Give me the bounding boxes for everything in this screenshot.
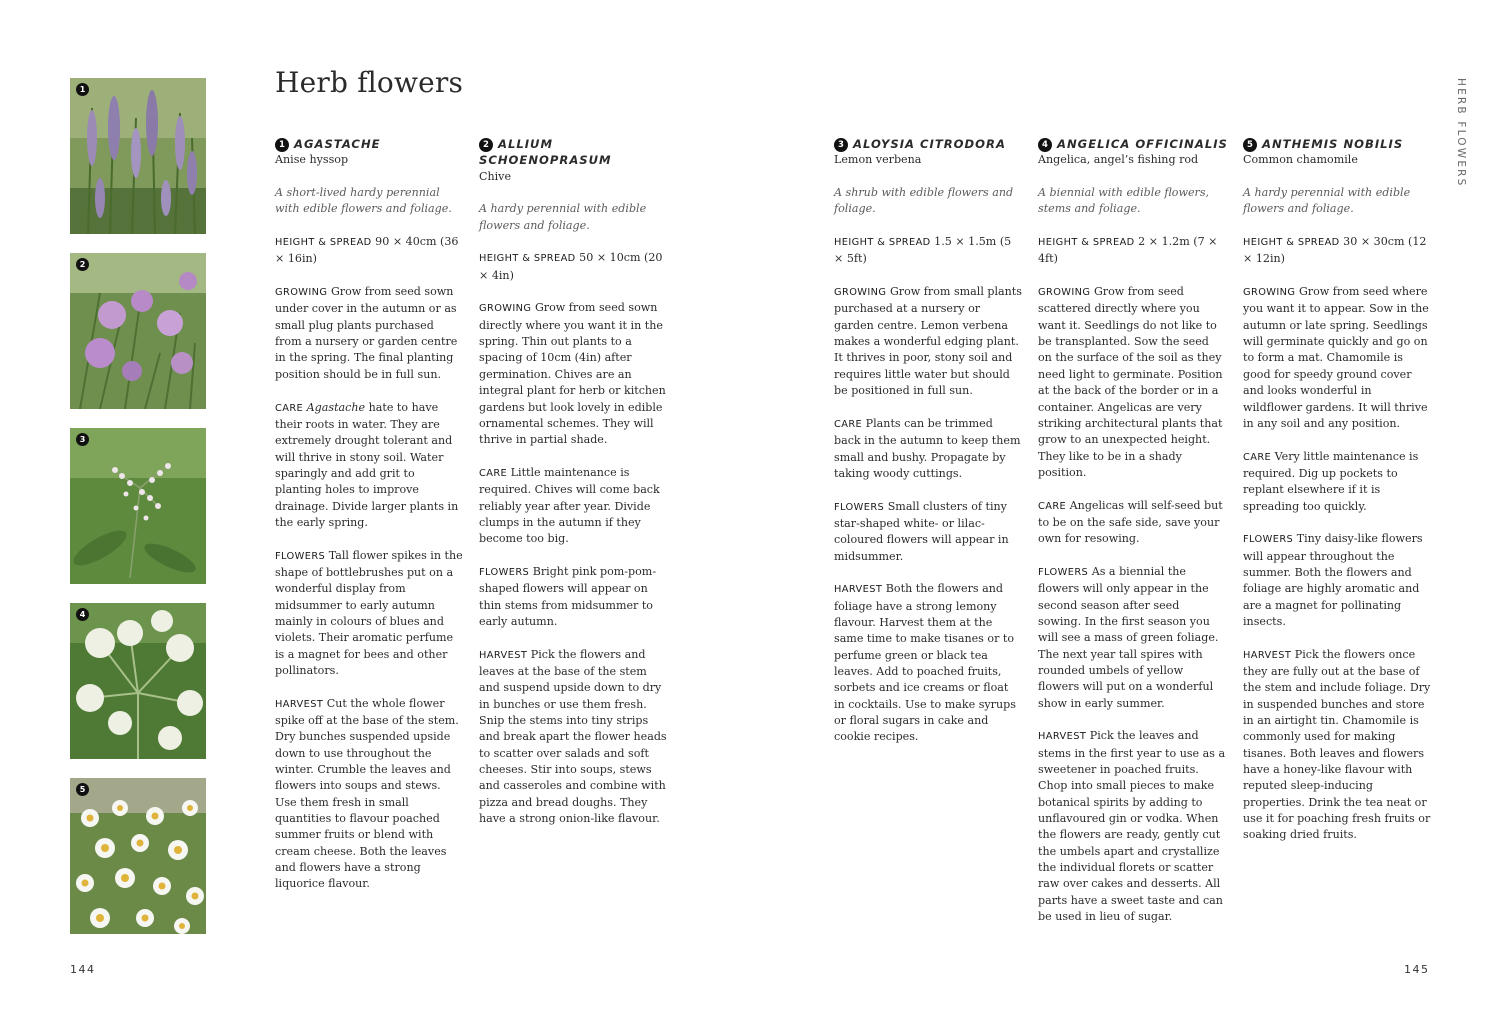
harvest-label: HARVEST	[1038, 731, 1087, 743]
plant-common-name: Anise hyssop	[275, 153, 349, 167]
care-label: CARE	[1038, 500, 1067, 512]
harvest-section	[834, 581, 1022, 745]
growing-text: Grow from small plants purchased at a nursery or garden centre. Lemon verbena makes a wonderful edging plant. It thrives in poor, stony soil and requires little water but should be positioned in full sun.	[834, 285, 1022, 398]
height-spread	[275, 234, 463, 268]
growing-text: Grow from seed sown under cover in the autumn or as small plug plants purchased from a nursery or garden centre in the spring. The final planting position should be in full sun.	[275, 285, 458, 381]
growing-label: GROWING	[1243, 287, 1296, 299]
height-value: 1.5 × 1.5m (5 × 5ft)	[834, 235, 1012, 266]
flowers-text: Tall flower spikes in the shape of bottlebrushes put on a wonderful display from midsummer to early autumn mainly in colours of blues and violets. Their aromatic perfume is a magnet for bees and other pollinators.	[275, 548, 463, 677]
plant-latin-name: AGASTACHE	[294, 137, 381, 151]
harvest-section	[1243, 647, 1431, 844]
harvest-label: HARVEST	[834, 584, 883, 596]
flowers-text: Bright pink pom-pom-shaped flowers will appear on thin stems from midsummer to early autumn.	[479, 564, 657, 628]
flowers-section	[1038, 564, 1226, 712]
growing-section	[834, 284, 1022, 399]
care-text: hate to have their roots in water. They are extremely drought tolerant and will thrive in stony soil. Water sparingly and add grit to planting holes to improve drainage. Divide larger plants in the early spring.	[275, 400, 459, 529]
plant-description: A hardy perennial with edible flowers and foliage.	[1243, 186, 1411, 216]
page-number-left: 144	[70, 963, 96, 976]
care-section	[275, 400, 463, 532]
height-label: HEIGHT & SPREAD	[834, 237, 931, 249]
growing-text: Grow from seed where you want it to appear. Sow in the autumn or late spring. Seedlings will germinate quickly and go on to form a mat. Chamomile is good for speedy ground cover and looks wonderful in wildflower gardens. It will thrive in any soil and any position.	[1243, 285, 1429, 430]
care-section	[479, 465, 671, 548]
care-text: Plants can be trimmed back in the autumn to keep them small and bushy. Propagate by taking woody cuttings.	[834, 416, 1021, 480]
growing-section	[275, 284, 463, 383]
height-value: 50 × 10cm (20 × 4in)	[479, 251, 663, 282]
height-value: 2 × 1.2m (7 × 4ft)	[1038, 235, 1218, 266]
plant-heading	[834, 136, 1022, 152]
harvest-label: HARVEST	[479, 649, 528, 661]
care-section	[1243, 449, 1431, 515]
care-label: CARE	[479, 467, 508, 479]
flowers-section	[479, 564, 671, 630]
harvest-text: Both the flowers and foliage have a strong lemony flavour. Harvest them at the same time to make tisanes or to perfume green or black tea leaves. Add to poached fruits, sorbets and ice creams or float in cocktails. Use to make syrups or floral sugars in cake and cookie recipes.	[834, 582, 1016, 744]
photo-number-badge: 5	[76, 783, 89, 796]
plant-description: A hardy perennial with edible flowers and foliage.	[479, 202, 647, 232]
harvest-text: Pick the leaves and stems in the first year to use as a sweetener in poached fruits. Chop into small pieces to make botanical spirits by adding to unflavoured gin or vodka. When the flowers are ready, gently cut the umbels apart and crystallize the individual florets or scatter raw over cakes and desserts. All parts have a sweet taste and can be used in lieu of sugar.	[1038, 729, 1226, 924]
height-label: HEIGHT & SPREAD	[275, 237, 372, 249]
photo-number-badge: 3	[76, 433, 89, 446]
plant-description: A shrub with edible flowers and foliage.	[834, 186, 1014, 216]
plant-description: A short-lived hardy perennial with edible flowers and foliage.	[275, 186, 452, 216]
growing-section	[1243, 284, 1431, 432]
flowers-label: FLOWERS	[1038, 566, 1089, 578]
harvest-section	[1038, 728, 1226, 925]
growing-label: GROWING	[479, 303, 532, 315]
flowers-label: FLOWERS	[1243, 534, 1294, 546]
chive-photo	[70, 253, 206, 409]
harvest-text: Pick the flowers once they are fully out at the base of the stem and include foliage. Dry in suspended bunches and store in an airtight tin. Chamomile is commonly used for making tisanes. Both leaves and flowers have a honey-like flavour with reputed sleep-inducing properties. Drink the tea neat or use it for poaching fresh fruits or soaking dried fruits.	[1243, 647, 1431, 842]
harvest-text: Cut the whole flower spike off at the base of the stem. Dry bunches suspended upside down to use throughout the winter. Crumble the leaves and flowers into soups and stews. Use them fresh in small quantities to flavour poached summer fruits or blend with cream cheese. Both the leaves and flowers have a strong liquorice flavour.	[275, 696, 459, 891]
height-spread	[1243, 234, 1431, 268]
agastache-image	[70, 78, 206, 234]
growing-text: Grow from seed scattered directly where you want it. Seedlings do not like to be transplanted. Sow the seed on the surface of the soil as they need light to germinate. Position at the back of the border or in a container. Angelicas are very striking architectural plants that grow to an unexpected height. They like to be in a shady position.	[1038, 285, 1223, 479]
height-spread	[1038, 234, 1226, 268]
care-text: Very little maintenance is required. Dig up pockets to replant elsewhere if it is spreading too quickly.	[1243, 449, 1419, 513]
flowers-text: Tiny daisy-like flowers will appear throughout the summer. Both the flowers and foliage are highly aromatic and are a magnet for pollinating insects.	[1243, 532, 1423, 628]
height-label: HEIGHT & SPREAD	[1243, 237, 1340, 249]
care-text: Angelicas will self-seed but to be on the safe side, save your own for resowing.	[1038, 498, 1223, 546]
plant-latin-name: ANGELICA OFFICINALIS	[1057, 137, 1228, 151]
growing-section	[1038, 284, 1226, 481]
flowers-label: FLOWERS	[479, 566, 530, 578]
angelica-photo	[70, 603, 206, 759]
care-section	[834, 416, 1022, 482]
photo-number-badge: 1	[76, 83, 89, 96]
height-label: HEIGHT & SPREAD	[1038, 237, 1135, 249]
chamomile-photo	[70, 778, 206, 934]
flowers-section	[1243, 531, 1431, 630]
height-spread	[479, 250, 671, 284]
harvest-label: HARVEST	[1243, 649, 1292, 661]
height-value: 30 × 30cm (12 × 12in)	[1243, 235, 1427, 266]
growing-section	[479, 300, 671, 448]
flowers-text: As a biennial the flowers will only appear in the second season after seed sowing. In the first season you will see a mass of green foliage. The next year tall spires with rounded umbels of yellow flowers will put on a wonderful show in early summer.	[1038, 564, 1219, 710]
care-text: Little maintenance is required. Chives will come back reliably year after year. Divide clumps in the autumn if they become too big.	[479, 465, 660, 546]
growing-label: GROWING	[275, 287, 328, 299]
plant-latin-name: ALLIUM SCHOENOPRASUM	[479, 137, 612, 168]
plant-entry-lemon-verbena	[834, 136, 1022, 762]
height-spread	[834, 234, 1022, 268]
plant-entry-agastache	[275, 136, 463, 909]
flowers-section	[275, 548, 463, 680]
care-label: CARE	[834, 418, 863, 430]
flowers-section	[834, 499, 1022, 565]
flowers-label: FLOWERS	[275, 550, 326, 562]
plant-heading	[479, 136, 619, 169]
plant-common-name: Common chamomile	[1243, 153, 1358, 167]
flowers-text: Small clusters of tiny star-shaped white- or lilac-coloured flowers will appear in midsummer.	[834, 499, 1009, 563]
plant-heading	[1038, 136, 1226, 152]
care-section	[1038, 498, 1226, 548]
care-label: CARE	[1243, 451, 1272, 463]
care-italic-name: Agastache	[306, 400, 366, 414]
growing-label: GROWING	[1038, 287, 1091, 299]
harvest-label: HARVEST	[275, 698, 324, 710]
plant-heading	[1243, 136, 1431, 152]
plant-number-badge: 3	[834, 138, 848, 152]
flowers-label: FLOWERS	[834, 501, 885, 513]
harvest-section	[479, 647, 671, 828]
plant-number-badge: 1	[275, 138, 289, 152]
page-title: Herb flowers	[275, 66, 464, 99]
plant-number-badge: 4	[1038, 138, 1052, 152]
plant-number-badge: 2	[479, 138, 493, 152]
plant-common-name: Chive	[479, 169, 512, 183]
plant-latin-name: ANTHEMIS NOBILIS	[1262, 137, 1404, 151]
photo-number-badge: 2	[76, 258, 89, 271]
height-value: 90 × 40cm (36 × 16in)	[275, 235, 459, 266]
lemon-verbena-photo	[70, 428, 206, 584]
harvest-text: Pick the flowers and leaves at the base of the stem and suspend upside down to dry in bunches or use them fresh. Snip the stems into tiny strips and break apart the flower heads to scatter over salads and soft cheeses. Stir into soups, stews and casseroles and combine with pizza and bread doughs. They have a strong onion-like flavour.	[479, 647, 667, 826]
care-label: CARE	[275, 402, 304, 414]
agastache-photo	[70, 78, 206, 234]
plant-entry-angelica	[1038, 136, 1226, 942]
angelica-image	[70, 603, 206, 759]
page-number-right: 145	[1404, 963, 1430, 976]
growing-label: GROWING	[834, 287, 887, 299]
growing-text: Grow from seed sown directly where you want it in the spring. Thin out plants to a spacing of 10cm (4in) after germination. Chives are an integral plant for herb or kitchen gardens but look lovely in edible ornamental schemes. They will thrive in partial shade.	[479, 301, 666, 447]
lemon-verbena-image	[70, 428, 206, 584]
plant-heading	[275, 136, 463, 152]
height-label: HEIGHT & SPREAD	[479, 253, 576, 265]
plant-common-name: Lemon verbena	[834, 153, 922, 167]
running-head: HERB FLOWERS	[1455, 78, 1467, 188]
plant-latin-name: ALOYSIA CITRODORA	[853, 137, 1006, 151]
plant-description: A biennial with edible flowers, stems and foliage.	[1038, 186, 1210, 216]
plant-common-name: Angelica, angel’s fishing rod	[1038, 153, 1199, 167]
harvest-section	[275, 696, 463, 893]
chamomile-image	[70, 778, 206, 934]
plant-entry-chamomile	[1243, 136, 1431, 860]
plant-entry-chive	[479, 136, 671, 844]
plant-number-badge: 5	[1243, 138, 1257, 152]
photo-number-badge: 4	[76, 608, 89, 621]
chive-image	[70, 253, 206, 409]
